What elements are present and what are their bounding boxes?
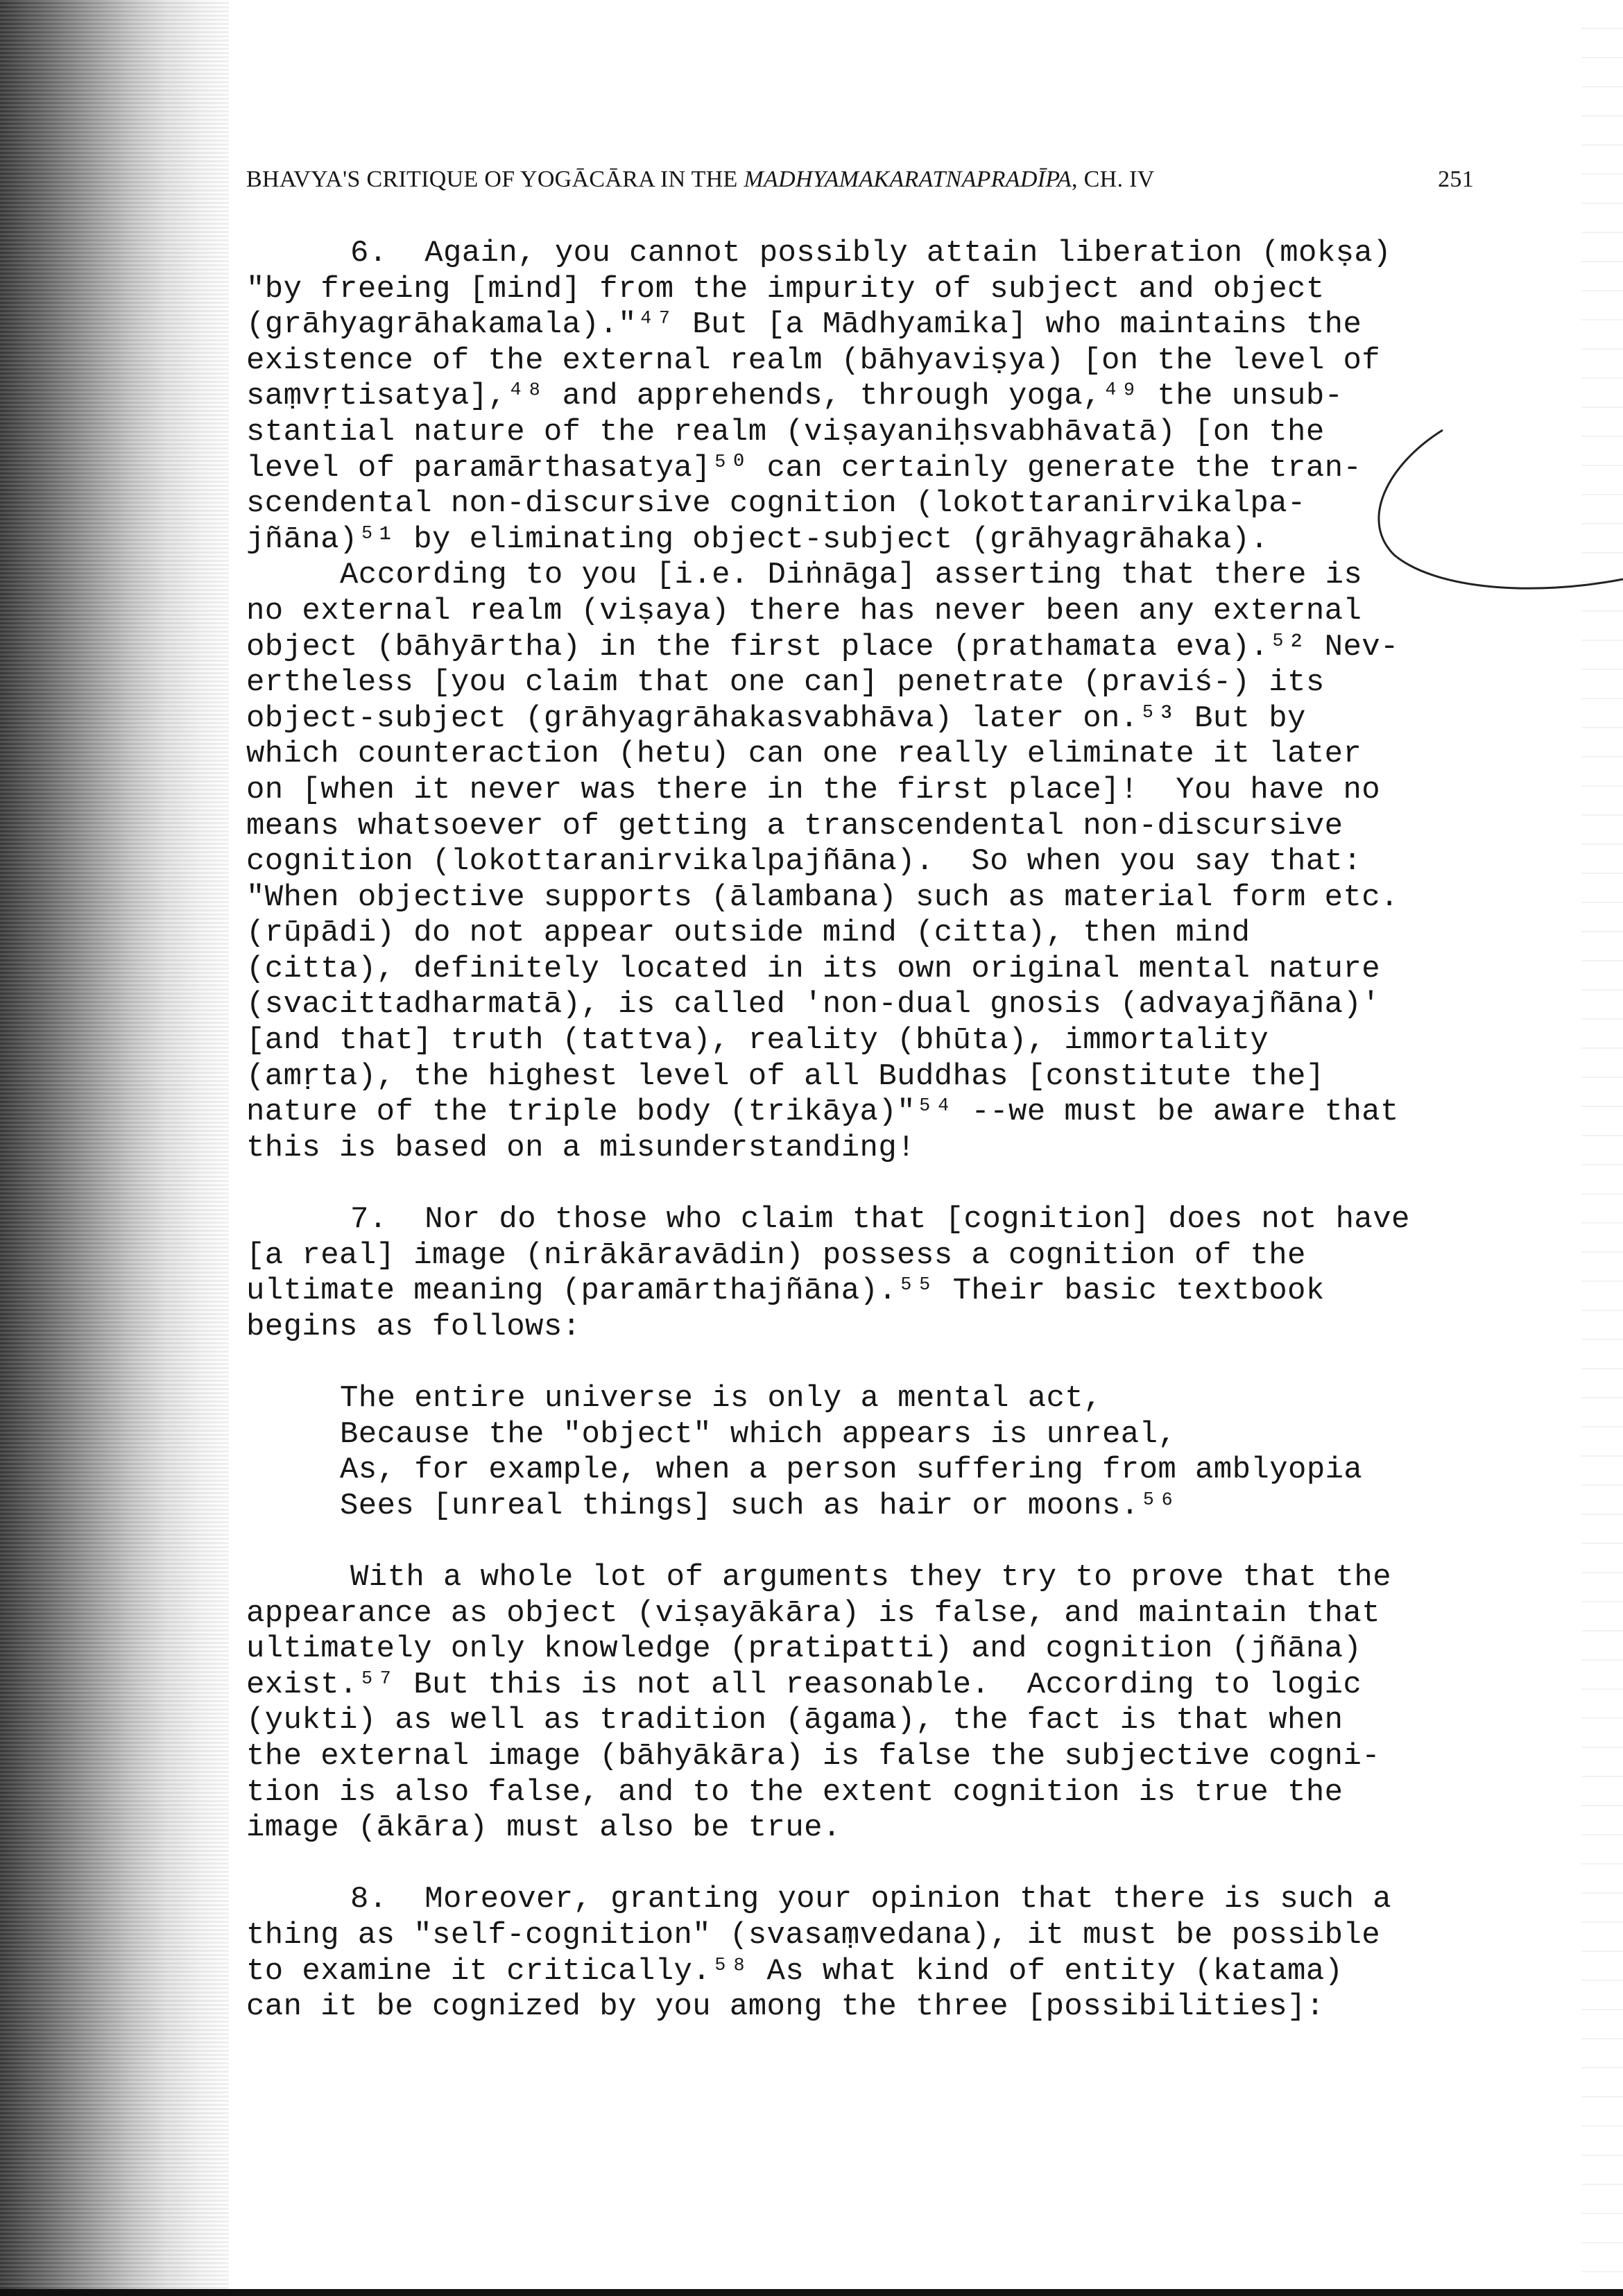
text-line: tion is also false, and to the extent cognition is true the [246, 1774, 1343, 1810]
header-prefix: BHAVYA'S CRITIQUE OF YOGĀCĀRA IN THE [246, 166, 744, 192]
text-line: 6. Again, you cannot possibly attain liberation (mokṣa) [350, 236, 1392, 271]
text-line: "When objective supports (ālambana) such as material form etc. [246, 880, 1399, 915]
text-line: stantial nature of the realm (viṣayaniḥsvabhāvatā) [on the [246, 414, 1325, 449]
paragraph-6 [246, 236, 1481, 558]
verse-line: As, for example, when a person suffering from amblyopia [340, 1453, 1363, 1488]
text-line: appearance as object (viṣayākāra) is false, and maintain that [246, 1595, 1381, 1631]
text-line: ultimate meaning (paramārthajñāna).⁵⁵ Their basic textbook [246, 1274, 1325, 1309]
paragraph-7 [246, 1202, 1481, 1345]
text-line: image (ākāra) must also be true. [246, 1810, 841, 1846]
text-line: (grāhyagrāhakamala)."⁴⁷ But [a Mādhyamika] who maintains the [246, 307, 1362, 343]
header-suffix: , CH. IV [1072, 166, 1155, 192]
text-line: begins as follows: [246, 1309, 581, 1344]
text-line: ultimately only knowledge (pratipatti) and cognition (jñāna) [246, 1631, 1362, 1667]
text-line: saṃvṛtisatya],⁴⁸ and apprehends, through yoga,⁴⁹ the unsub- [246, 379, 1343, 414]
text-line: the external image (bāhyākāra) is false the subjective cogni- [246, 1738, 1381, 1774]
text-line: (rūpādi) do not appear outside mind (citta), then mind [246, 916, 1251, 951]
text-line: (yukti) as well as tradition (āgama), the fact is that when [246, 1703, 1343, 1738]
spacer [246, 1524, 1481, 1560]
paragraph-8 [246, 1882, 1481, 2025]
text-line: existence of the external realm (bāhyaviṣya) [on the level of [246, 343, 1381, 378]
text-line: With a whole lot of arguments they try to prove that the [350, 1559, 1392, 1595]
text-line: 8. Moreover, granting your opinion that there is such a [350, 1882, 1392, 1917]
verse-quotation [246, 1381, 1481, 1524]
paragraph-6-continued [246, 558, 1481, 1166]
text-line: 7. Nor do those who claim that [cognition] does not have [350, 1202, 1410, 1237]
text-line: which counteraction (hetu) can one really eliminate it later [246, 737, 1362, 772]
text-line: thing as "self-cognition" (svasaṃvedana), it must be possible [246, 1917, 1381, 1953]
running-header [246, 166, 1474, 193]
text-line: no external realm (viṣaya) there has never been any external [246, 593, 1362, 628]
text-line: ertheless [you claim that one can] penetrate (praviś-) its [246, 665, 1325, 701]
text-line: means whatsoever of getting a transcendental non-discursive [246, 808, 1343, 843]
text-line: on [when it never was there in the first place]! You have no [246, 772, 1381, 807]
text-line: [a real] image (nirākāravādin) possess a cognition of the [246, 1237, 1306, 1273]
text-line: jñāna)⁵¹ by eliminating object-subject (grāhyagrāhaka). [246, 522, 1269, 557]
page-number: 251 [1438, 166, 1474, 192]
header-italic-title: MADHYAMAKARATNAPRADĪPA [744, 166, 1072, 192]
text-line: "by freeing [mind] from the impurity of subject and object [246, 271, 1325, 307]
binding-shadow [0, 0, 229, 2296]
text-line: nature of the triple body (trikāya)"⁵⁴ --we must be aware that [246, 1095, 1399, 1130]
paragraph-7-continued [246, 1560, 1481, 1847]
page-body [246, 236, 1481, 2025]
text-line: exist.⁵⁷ But this is not all reasonable. According to logic [246, 1667, 1362, 1702]
verse-line: Because the "object" which appears is unreal, [340, 1416, 1177, 1452]
text-line: level of paramārthasatya]⁵⁰ can certainly generate the tran- [246, 450, 1362, 486]
text-line: (citta), definitely located in its own original mental nature [246, 951, 1381, 986]
scan-edge-noise [1581, 0, 1623, 2296]
text-line: According to you [i.e. Diṅnāga] asserting that there is [340, 558, 1363, 593]
text-line: this is based on a misunderstanding! [246, 1130, 916, 1165]
verse-line: The entire universe is only a mental act, [340, 1381, 1102, 1416]
verse-line: Sees [unreal things] such as hair or moons.⁵⁶ [340, 1488, 1177, 1523]
spacer [246, 1847, 1481, 1883]
text-line: (svacittadharmatā), is called 'non-dual gnosis (advayajñāna)' [246, 987, 1381, 1022]
text-line: (amṛta), the highest level of all Buddhas [constitute the] [246, 1059, 1325, 1094]
text-line: cognition (lokottaranirvikalpajñāna). So when you say that: [246, 844, 1362, 880]
text-line: scendental non-discursive cognition (lokottaranirvikalpa- [246, 486, 1306, 522]
text-line: to examine it critically.⁵⁸ As what kind of entity (katama) [246, 1953, 1343, 1989]
text-line: object (bāhyārtha) in the first place (prathamata eva).⁵² Nev- [246, 629, 1399, 665]
text-line: [and that] truth (tattva), reality (bhūta), immortality [246, 1023, 1269, 1059]
spacer [246, 1166, 1481, 1202]
scan-bottom-edge [0, 2289, 1623, 2296]
text-line: can it be cognized by you among the three [possibilities]: [246, 1989, 1325, 2025]
text-line: object-subject (grāhyagrāhakasvabhāva) later on.⁵³ But by [246, 701, 1306, 736]
spacer [246, 1345, 1481, 1381]
